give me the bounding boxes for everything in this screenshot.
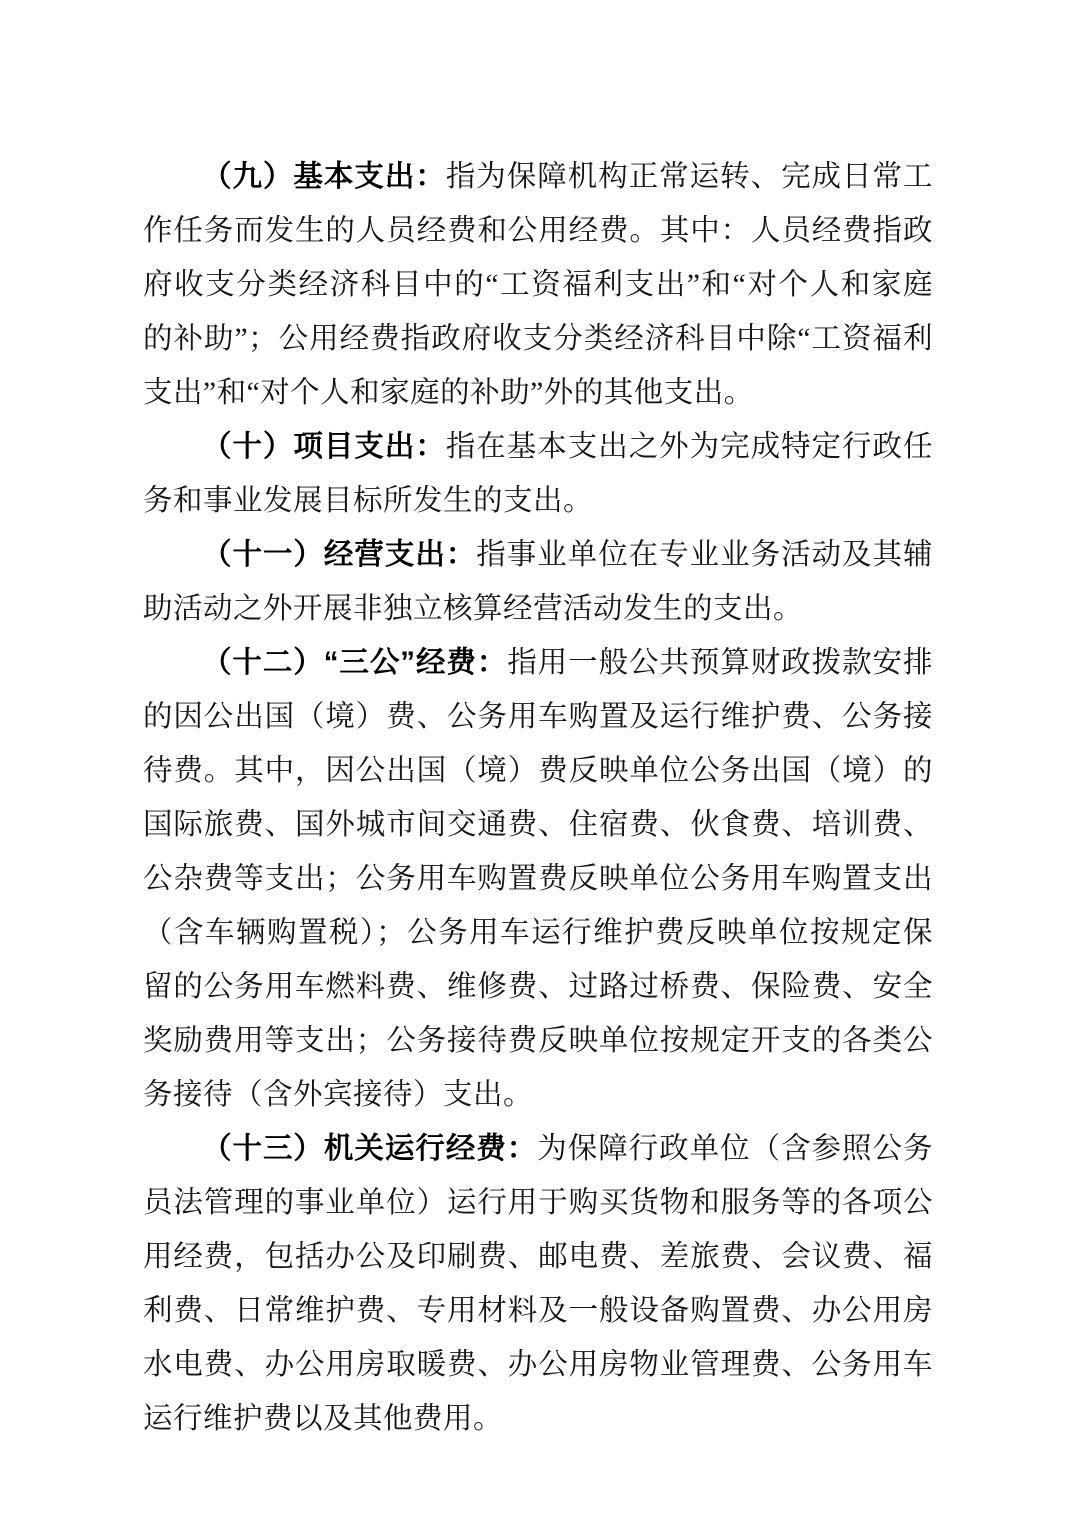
paragraph-text: 指为保障机构正常运转、完成日常工作任务而发生的人员经费和公用经费。其中：人员经费指政府收支分类经济科目中的“工资福利支出”和“对个人和家庭的补助”；公用经费指政府收支分类经济科目中除“工资福利支出”和“对个人和家庭的补助”外的其他支出。 (143, 161, 933, 409)
paragraph (143, 636, 933, 1122)
paragraph-label: （九）基本支出： (202, 160, 446, 193)
paragraph-label: （十一）经营支出： (202, 538, 477, 571)
document-body (143, 150, 933, 1446)
paragraph-text: 指事业单位在专业业务活动及其辅助活动之外开展非独立核算经营活动发生的支出。 (143, 539, 933, 625)
paragraph (143, 420, 933, 528)
paragraph (143, 150, 933, 420)
paragraph (143, 1122, 933, 1446)
paragraph-text: 指在基本支出之外为完成特定行政任务和事业发展目标所发生的支出。 (143, 431, 933, 517)
paragraph (143, 528, 933, 636)
paragraph-text: 指用一般公共预算财政拨款安排的因公出国（境）费、公务用车购置及运行维护费、公务接待费。其中，因公出国（境）费反映单位公务出国（境）的国际旅费、国外城市间交通费、住宿费、伙食费、培训费、公杂费等支出；公务用车购置费反映单位公务用车购置支出（含车辆购置税）；公务用车运行维护费反映单位按规定保留的公务用车燃料费、维修费、过路过桥费、保险费、安全奖励费用等支出；公务接待费反映单位按规定开支的各类公务接待（含外宾接待）支出。 (143, 647, 933, 1111)
paragraph-text: 为保障行政单位（含参照公务员法管理的事业单位）运行用于购买货物和服务等的各项公用经费，包括办公及印刷费、邮电费、差旅费、会议费、福利费、日常维护费、专用材料及一般设备购置费、办公用房水电费、办公用房取暖费、办公用房物业管理费、公务用车运行维护费以及其他费用。 (143, 1133, 933, 1435)
paragraph-label: （十）项目支出： (202, 430, 446, 463)
paragraph-label: （十三）机关运行经费： (202, 1132, 538, 1165)
paragraph-label: （十二）“三公”经费： (202, 646, 508, 679)
